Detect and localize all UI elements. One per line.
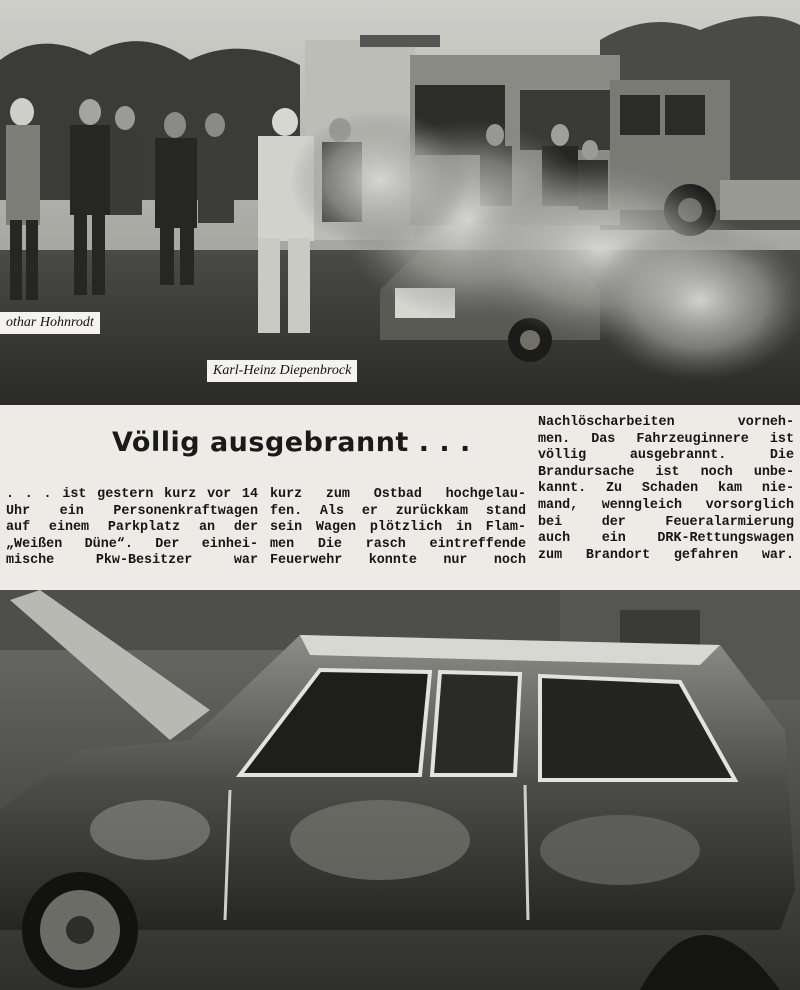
text-line: sein Wagen plötzlich in Flam- <box>270 520 526 536</box>
text-line: mand, wenngleich vorsorglich <box>538 497 794 513</box>
burnt-car-illustration <box>0 590 800 990</box>
bottom-photo-burnt-car <box>0 590 800 990</box>
text-line: zum Brandort gefahren war. <box>538 547 794 563</box>
top-photo-fire-scene <box>0 0 800 405</box>
text-line: Feuerwehr konnte nur noch <box>270 553 526 569</box>
text-line: fen. Als er zurückkam stand <box>270 503 526 519</box>
text-line: men. Das Fahrzeuginnere ist <box>538 431 794 447</box>
article-column-3 <box>538 415 794 564</box>
trees <box>0 41 300 200</box>
text-line: Nachlöscharbeiten vorneh- <box>538 415 794 430</box>
text-line: völlig ausgebrannt. Die <box>538 448 794 464</box>
article-column-2 <box>270 487 526 570</box>
fire-scene-illustration <box>0 0 800 405</box>
text-line: kurz zum Ostbad hochgelau- <box>270 487 526 502</box>
text-line: auf einem Parkplatz an der <box>6 520 258 536</box>
article-column-1 <box>6 487 258 570</box>
text-line: bei der Feueralarmierung <box>538 514 794 530</box>
text-line: Uhr ein Personenkraftwagen <box>6 503 258 519</box>
article <box>0 405 800 590</box>
text-line: „Weißen Düne“. Der einhei- <box>6 536 258 552</box>
text-line: Brandursache ist noch unbe- <box>538 464 794 480</box>
text-line: kannt. Zu Schaden kam nie- <box>538 481 794 497</box>
text-line: mische Pkw-Besitzer war <box>6 553 258 569</box>
photo-credit-left: othar Hohnrodt <box>0 312 100 334</box>
text-line: auch ein DRK-Rettungswagen <box>538 531 794 547</box>
text-line: . . . ist gestern kurz vor 14 <box>6 487 258 502</box>
headline: Völlig ausgebrannt . . . <box>112 427 471 458</box>
photo-credit-right: Karl-Heinz Diepenbrock <box>207 360 357 382</box>
text-line: men Die rasch eintreffende <box>270 536 526 552</box>
